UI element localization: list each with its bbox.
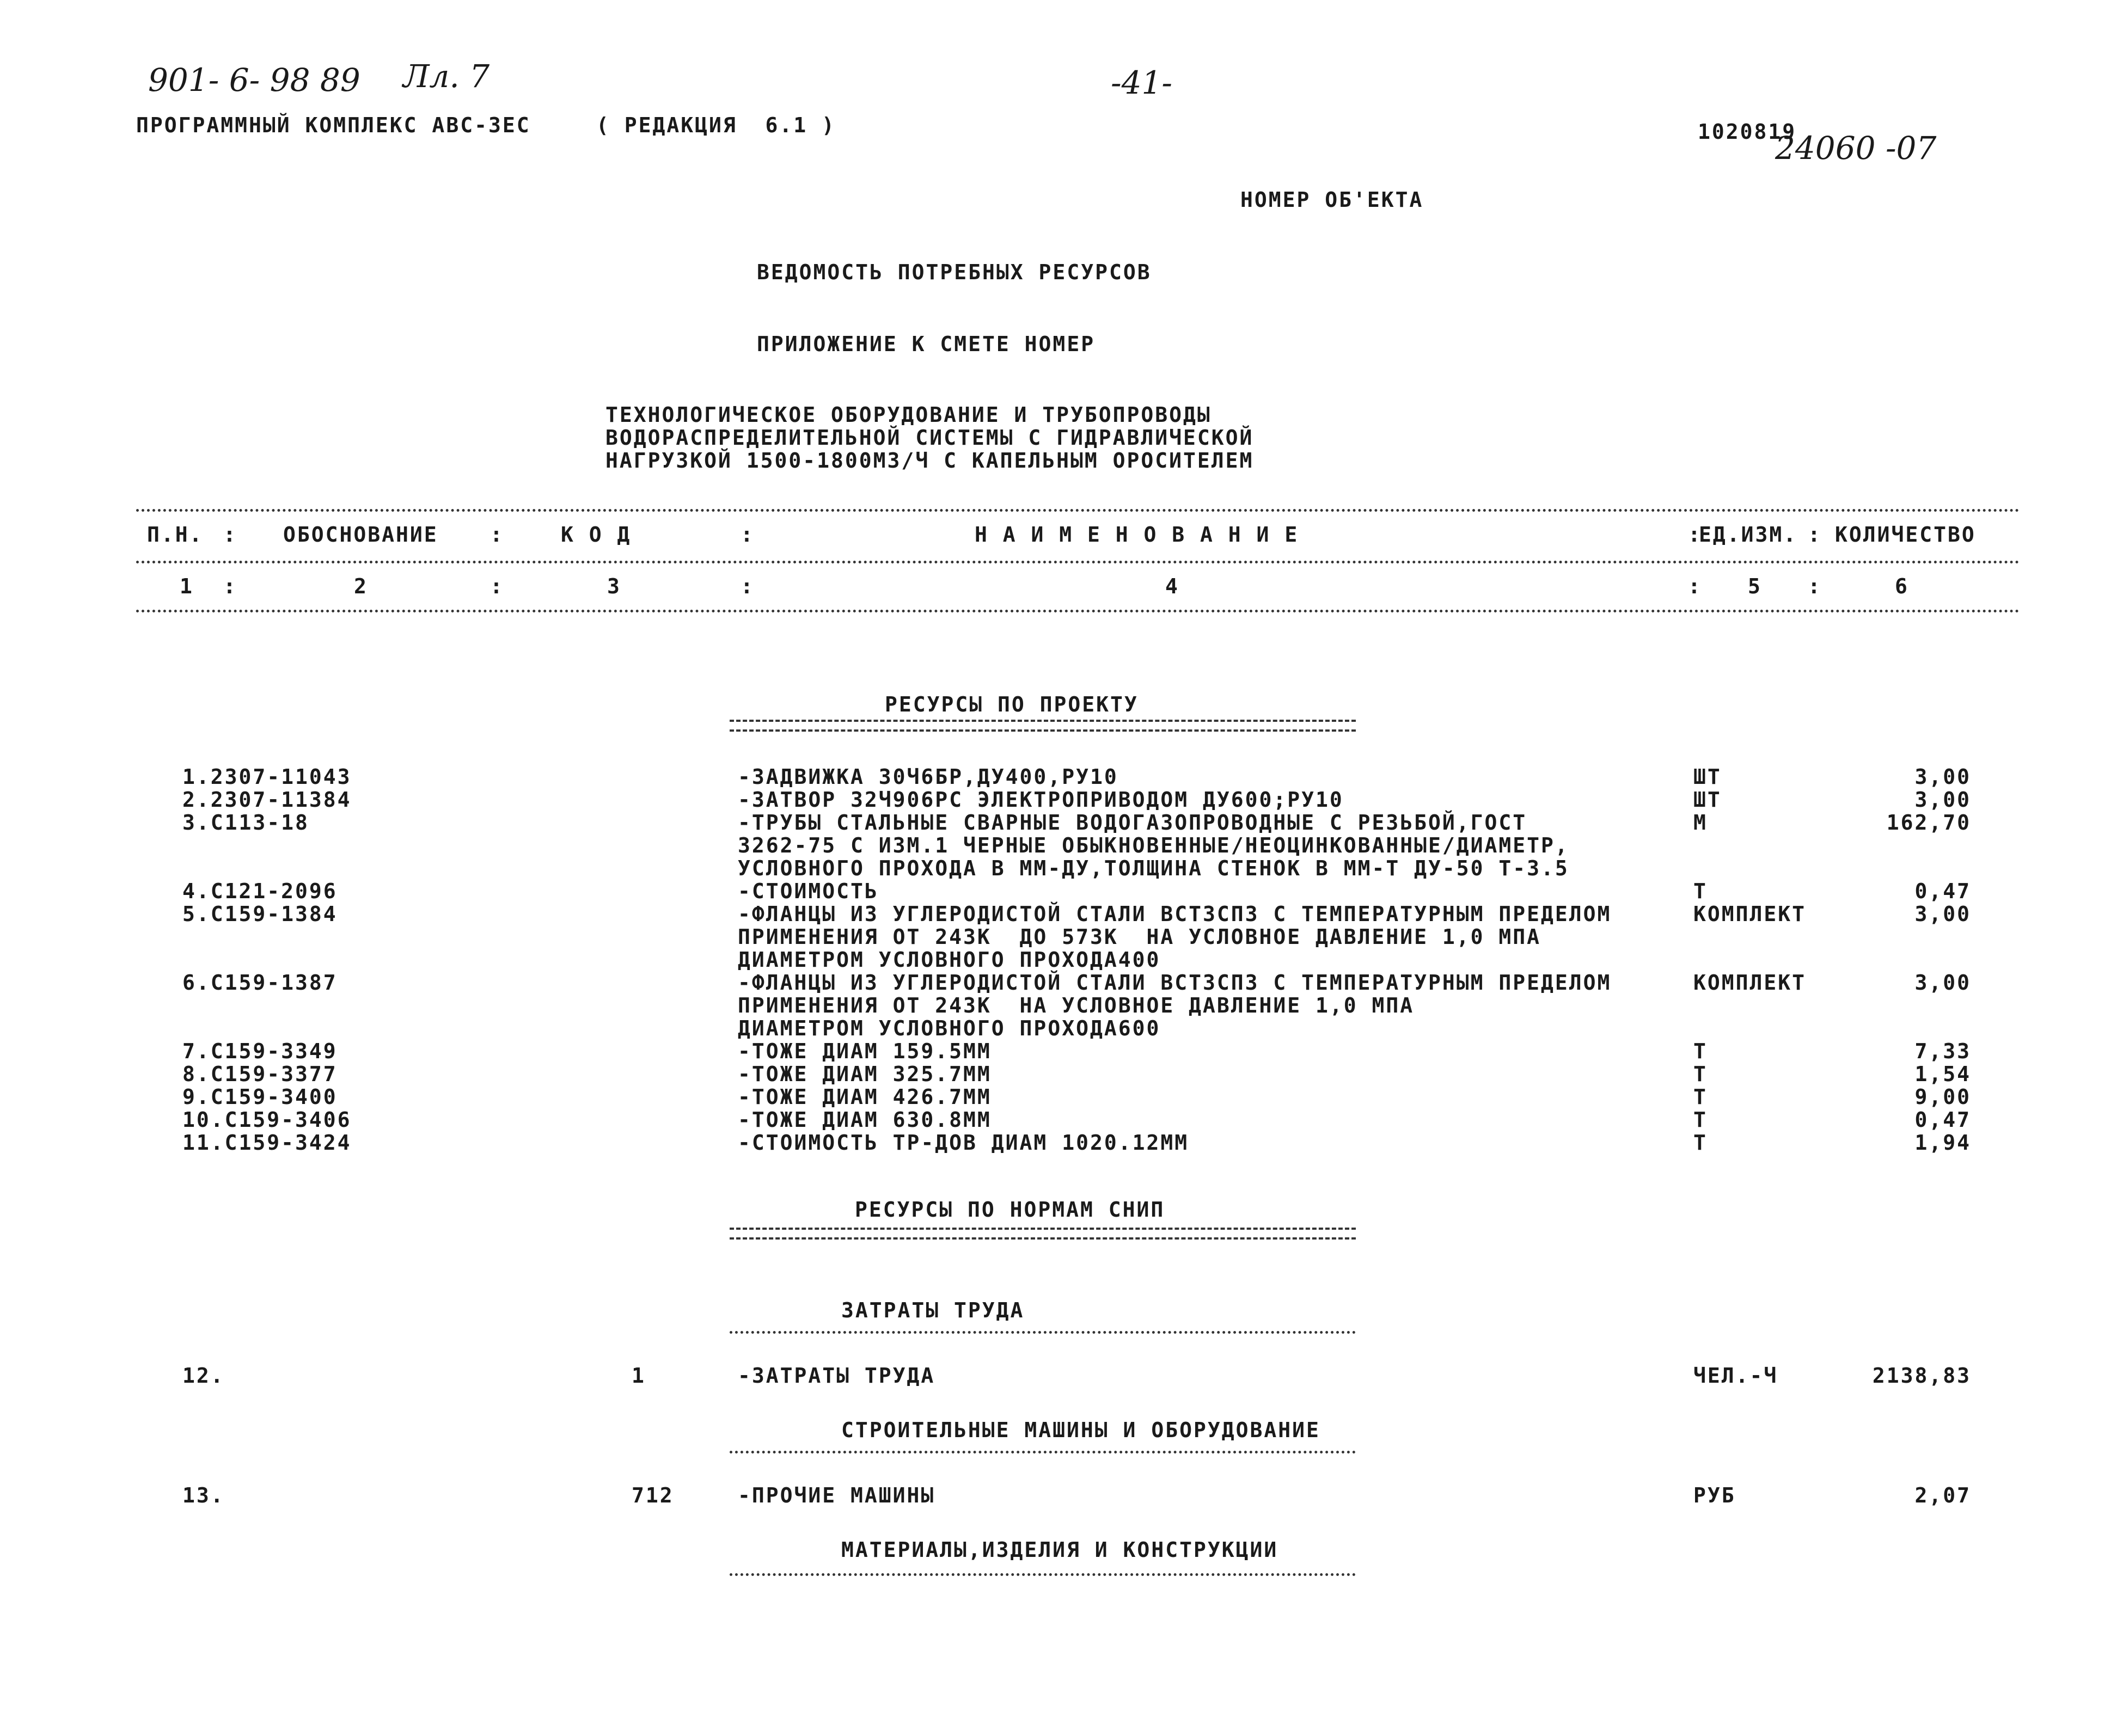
row-quantity: 1,94	[1914, 1131, 1971, 1155]
row-quantity: 2138,83	[1872, 1364, 1971, 1388]
table-header-mid-rule	[136, 561, 2020, 563]
section-project: РЕСУРСЫ ПО ПРОЕКТУ	[885, 692, 1139, 716]
col-header-basis: ОБОСНОВАНИЕ	[283, 523, 438, 547]
section-labor: ЗАТРАТЫ ТРУДА	[841, 1298, 1025, 1322]
row-quantity: 7,33	[1914, 1039, 1971, 1063]
row-name-line: УСЛОВНОГО ПРОХОДА В ММ-ДУ,ТОЛЩИНА СТЕНОК В ММ-Т ДУ-50 Т-3.5	[738, 856, 1569, 880]
row-quantity: 1,54	[1914, 1062, 1971, 1086]
col-num-2: 2	[354, 574, 368, 598]
col-sep: :	[490, 574, 504, 598]
col-sep: :	[223, 523, 237, 547]
row-name-line: -ТОЖЕ ДИАМ 630.8ММ	[738, 1108, 992, 1132]
section-norms-underline	[730, 1228, 1356, 1240]
row-name-line: ДИАМЕТРОМ УСЛОВНОГО ПРОХОДА400	[738, 948, 1161, 972]
col-sep: :	[741, 574, 755, 598]
row-quantity: 3,00	[1914, 788, 1971, 812]
row-number: 2.2307-11384	[182, 788, 352, 812]
row-number: 8.С159-3377	[182, 1062, 338, 1086]
object-number-label: НОМЕР ОБ'ЕКТА	[1240, 188, 1424, 212]
row-number: 1.2307-11043	[182, 765, 352, 789]
row-name-line: -ЗАТРАТЫ ТРУДА	[738, 1364, 935, 1388]
col-header-unit: ЕД.ИЗМ.	[1699, 523, 1798, 547]
row-name-line: -ФЛАНЦЫ ИЗ УГЛЕРОДИСТОЙ СТАЛИ ВСТ3СП3 С ТЕМПЕРАТУРНЫМ ПРЕДЕЛОМ	[738, 902, 1612, 926]
row-name-line: 3262-75 С ИЗМ.1 ЧЕРНЫЕ ОБЫКНОВЕННЫЕ/НЕОЦИНКОВАННЫЕ/ДИАМЕТР,	[738, 833, 1569, 857]
row-unit: КОМПЛЕКТ	[1693, 902, 1807, 926]
row-quantity: 0,47	[1914, 879, 1971, 903]
col-sep: :	[223, 574, 237, 598]
col-sep: :	[1688, 574, 1702, 598]
row-number: 7.С159-3349	[182, 1039, 338, 1063]
row-name-line: ПРИМЕНЕНИЯ ОТ 243К НА УСЛОВНОЕ ДАВЛЕНИЕ 1,0 МПА	[738, 993, 1415, 1017]
object-number-handwritten: 24060 -07	[1775, 130, 1937, 167]
row-name-line: -ТРУБЫ СТАЛЬНЫЕ СВАРНЫЕ ВОДОГАЗОПРОВОДНЫЕ С РЕЗЬБОЙ,ГОСТ	[738, 811, 1527, 835]
row-unit: Т	[1693, 1062, 1708, 1086]
row-code: 1	[632, 1364, 646, 1388]
col-header-pn: П.Н.	[147, 523, 204, 547]
row-quantity: 9,00	[1914, 1085, 1971, 1109]
project-line-1: ТЕХНОЛОГИЧЕСКОЕ ОБОРУДОВАНИЕ И ТРУБОПРОВОДЫ	[605, 403, 1212, 427]
row-unit: Т	[1693, 1108, 1708, 1132]
program-name: ПРОГРАММНЫЙ КОМПЛЕКС АВС-3ЕС	[136, 113, 531, 137]
edition: ( РЕДАКЦИЯ 6.1 )	[596, 113, 836, 137]
col-header-code: К О Д	[561, 523, 632, 547]
project-line-3: НАГРУЗКОЙ 1500-1800М3/Ч С КАПЕЛЬНЫМ ОРОСИТЕЛЕМ	[605, 449, 1254, 473]
section-norms: РЕСУРСЫ ПО НОРМАМ СНИП	[855, 1198, 1165, 1222]
row-unit: М	[1693, 811, 1708, 835]
section-machines-underline	[730, 1451, 1356, 1453]
row-unit: РУБ	[1693, 1483, 1736, 1507]
col-header-name: Н А И М Е Н О В А Н И Е	[975, 523, 1299, 547]
col-sep: :	[1688, 523, 1702, 547]
section-project-underline	[730, 720, 1356, 732]
document-title: ВЕДОМОСТЬ ПОТРЕБНЫХ РЕСУРСОВ	[757, 260, 1152, 284]
col-num-3: 3	[607, 574, 621, 598]
row-quantity: 3,00	[1914, 971, 1971, 995]
row-name-line: -ЗАДВИЖКА 30Ч6БР,ДУ400,РУ10	[738, 765, 1118, 789]
col-num-5: 5	[1748, 574, 1762, 598]
page-number-handwritten: -41-	[1111, 64, 1172, 101]
row-unit: ЧЕЛ.-Ч	[1693, 1364, 1778, 1388]
row-number: 4.С121-2096	[182, 879, 338, 903]
col-sep: :	[490, 523, 504, 547]
row-number: 6.С159-1387	[182, 971, 338, 995]
row-name-line: -ТОЖЕ ДИАМ 159.5ММ	[738, 1039, 992, 1063]
col-sep: :	[741, 523, 755, 547]
col-num-1: 1	[180, 574, 194, 598]
row-unit: ШТ	[1693, 788, 1722, 812]
row-quantity: 3,00	[1914, 765, 1971, 789]
row-unit: Т	[1693, 1085, 1708, 1109]
row-name-line: -ФЛАНЦЫ ИЗ УГЛЕРОДИСТОЙ СТАЛИ ВСТ3СП3 С ТЕМПЕРАТУРНЫМ ПРЕДЕЛОМ	[738, 971, 1612, 995]
col-num-6: 6	[1895, 574, 1909, 598]
section-machines: СТРОИТЕЛЬНЫЕ МАШИНЫ И ОБОРУДОВАНИЕ	[841, 1418, 1320, 1442]
row-quantity: 2,07	[1914, 1483, 1971, 1507]
col-sep: :	[1808, 574, 1822, 598]
sheet-handwritten: Лл. 7	[403, 58, 490, 95]
row-name-line: ПРИМЕНЕНИЯ ОТ 243К ДО 573К НА УСЛОВНОЕ ДАВЛЕНИЕ 1,0 МПА	[738, 925, 1541, 949]
row-number: 11.С159-3424	[182, 1131, 352, 1155]
row-number: 10.С159-3406	[182, 1108, 352, 1132]
section-materials-underline	[730, 1573, 1356, 1576]
project-line-2: ВОДОРАСПРЕДЕЛИТЕЛЬНОЙ СИСТЕМЫ С ГИДРАВЛИЧЕСКОЙ	[605, 426, 1254, 450]
row-name-line: ДИАМЕТРОМ УСЛОВНОГО ПРОХОДА600	[738, 1016, 1161, 1040]
row-name-line: -СТОИМОСТЬ	[738, 879, 879, 903]
row-unit: Т	[1693, 1039, 1708, 1063]
row-unit: Т	[1693, 1131, 1708, 1155]
section-materials: МАТЕРИАЛЫ,ИЗДЕЛИЯ И КОНСТРУКЦИИ	[841, 1538, 1278, 1562]
col-sep: :	[1808, 523, 1822, 547]
doc-code-handwritten: 901- 6- 98 89	[148, 62, 360, 99]
row-name-line: -ТОЖЕ ДИАМ 426.7ММ	[738, 1085, 992, 1109]
row-name-line: -СТОИМОСТЬ ТР-ДОВ ДИАМ 1020.12ММ	[738, 1131, 1189, 1155]
col-num-4: 4	[1165, 574, 1179, 598]
row-unit: Т	[1693, 879, 1708, 903]
table-header-top-rule	[136, 509, 2020, 512]
row-unit: КОМПЛЕКТ	[1693, 971, 1807, 995]
row-unit: ШТ	[1693, 765, 1722, 789]
row-quantity: 3,00	[1914, 902, 1971, 926]
row-name-line: -ЗАТВОР 32Ч906РС ЭЛЕКТРОПРИВОДОМ ДУ600;РУ10	[738, 788, 1344, 812]
row-number: 13.	[182, 1483, 225, 1507]
row-quantity: 0,47	[1914, 1108, 1971, 1132]
row-name-line: -ТОЖЕ ДИАМ 325.7ММ	[738, 1062, 992, 1086]
row-number: 3.С113-18	[182, 811, 309, 835]
program-code: 1020819	[1698, 120, 1797, 144]
col-header-qty: КОЛИЧЕСТВО	[1835, 523, 1976, 547]
row-number: 9.С159-3400	[182, 1085, 338, 1109]
row-number: 5.С159-1384	[182, 902, 338, 926]
appendix-label: ПРИЛОЖЕНИЕ К СМЕТЕ НОМЕР	[757, 332, 1096, 356]
row-number: 12.	[182, 1364, 225, 1388]
section-labor-underline	[730, 1331, 1356, 1334]
row-code: 712	[632, 1483, 674, 1507]
row-name-line: -ПРОЧИЕ МАШИНЫ	[738, 1483, 935, 1507]
table-header-bottom-rule	[136, 610, 2020, 612]
row-quantity: 162,70	[1886, 811, 1971, 835]
